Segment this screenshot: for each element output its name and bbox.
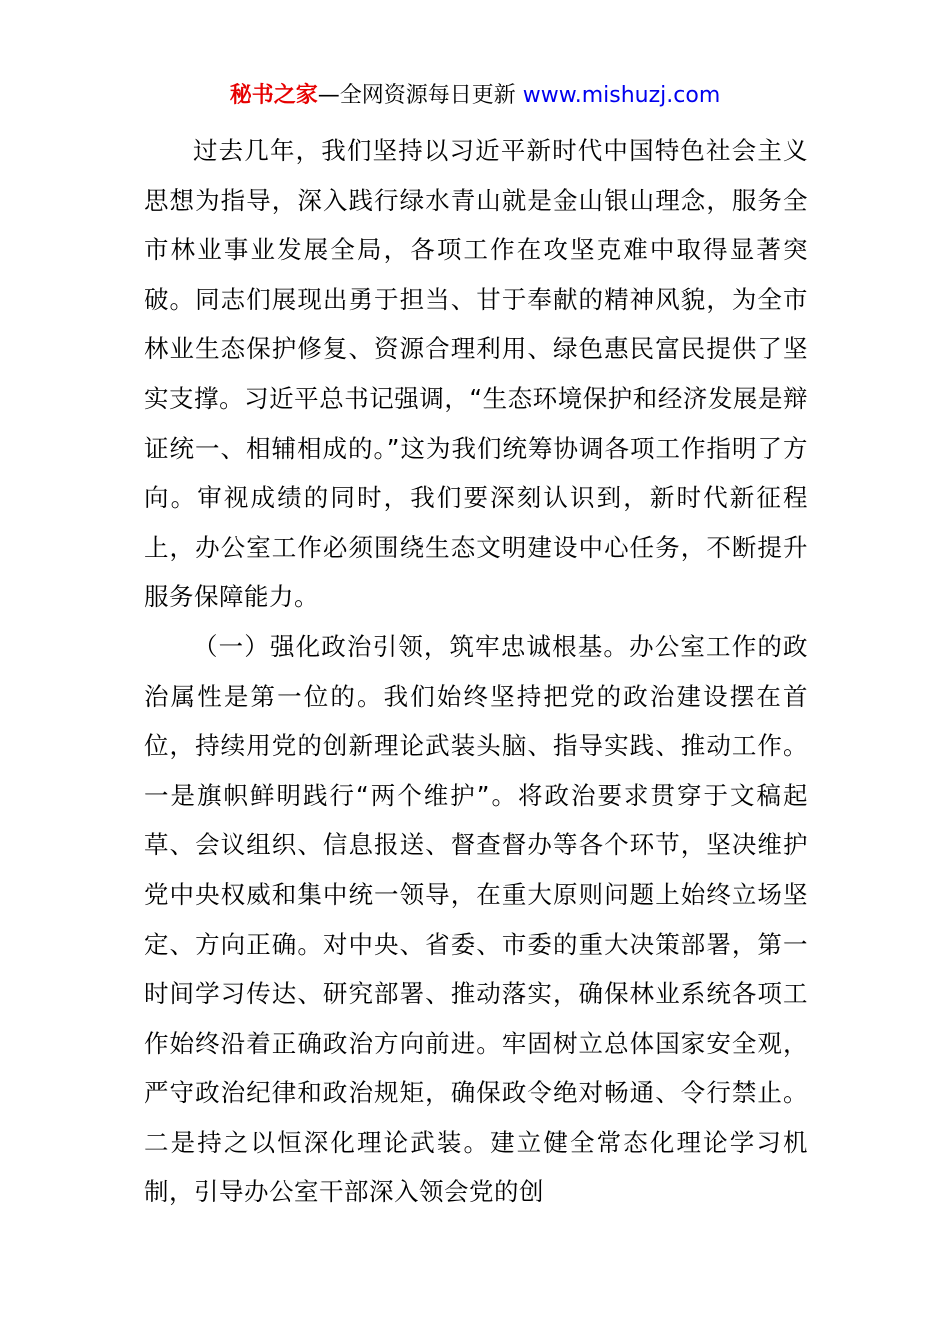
page-header (0, 80, 950, 112)
paragraph: 过去几年，我们坚持以习近平新时代中国特色社会主义思想为指导，深入践行绿水青山就是金山银山理念，服务全市林业事业发展全局，各项工作在攻坚克难中取得显著突破。同志们展现出勇于担当、甘于奉献的精神风貌，为全市林业生态保护修复、资源合理利用、绿色惠民富民提供了坚实支撑。习近平总书记强调，“生态环境保护和经济发展是辩证统一、相辅相成的。”这为我们统筹协调各项工作指明了方向。审视成绩的同时，我们要深刻认识到，新时代新征程上，办公室工作必须围绕生态文明建设中心任务，不断提升服务保障能力。 (144, 136, 808, 612)
brand-name: 秘书之家 (229, 83, 318, 108)
document-body (144, 126, 808, 1217)
paragraph: （一）强化政治引领，筑牢忠诚根基。办公室工作的政治属性是第一位的。我们始终坚持把党的政治建设摆在首位，持续用党的创新理论武装头脑、指导实践、推动工作。一是旗帜鲜明践行“两个维护”。将政治要求贯穿于文稿起草、会议组织、信息报送、督查督办等各个环节，坚决维护党中央权威和集中统一领导，在重大原则问题上始终立场坚定、方向正确。对中央、省委、市委的重大决策部署，第一时间学习传达、研究部署、推动落实，确保林业系统各项工作始终沿着正确政治方向前进。牢固树立总体国家安全观，严守政治纪律和政治规矩，确保政令绝对畅通、令行禁止。二是持之以恒深化理论武装。建立健全常态化理论学习机制，引导办公室干部深入领会党的创 (144, 631, 808, 1207)
website-link[interactable]: www.mishuzj.com (522, 83, 721, 108)
header-tagline: —全网资源每日更新 (317, 83, 523, 108)
